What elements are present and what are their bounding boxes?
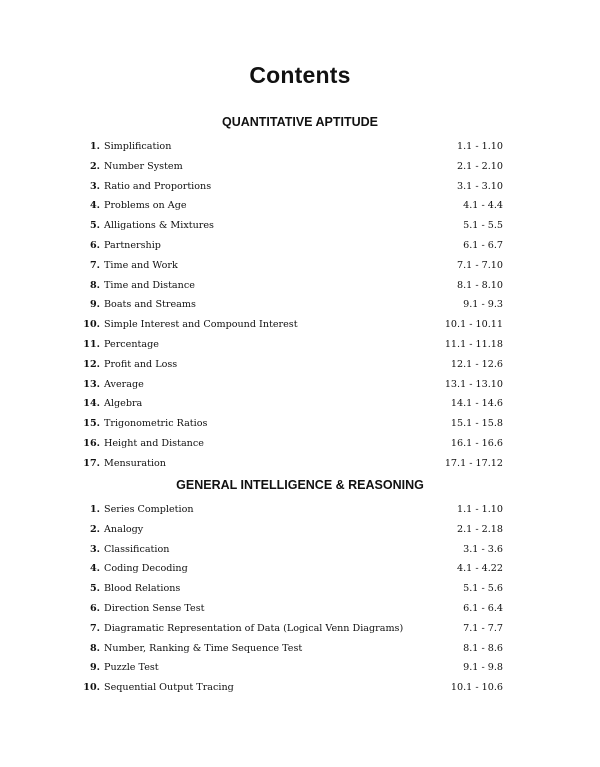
toc-list-quantitative (0, 141, 600, 478)
toc-entry[interactable] (0, 240, 600, 260)
entry-page-range: 15.1 - 15.8 (450, 418, 503, 430)
page-title: Contents (249, 62, 351, 88)
entry-number: 11. (83, 338, 100, 350)
entry-number: 2. (89, 523, 100, 535)
entry-topic: Partnership (104, 239, 161, 251)
toc-entry[interactable] (0, 220, 600, 240)
entry-topic: Algebra (104, 398, 143, 410)
entry-topic: Series Completion (104, 504, 194, 515)
entry-topic: Analogy (104, 523, 144, 535)
entry-number: 7. (89, 259, 100, 271)
toc-entry[interactable] (0, 398, 600, 418)
entry-number: 15. (83, 418, 100, 430)
entry-topic: Direction Sense Test (104, 602, 205, 614)
entry-number: 2. (89, 160, 100, 172)
entry-topic: Time and Distance (104, 279, 195, 291)
entry-topic: Puzzle Test (104, 662, 159, 674)
entry-page-range: 8.1 - 8.10 (457, 279, 503, 291)
entry-page-range: 9.1 - 9.3 (463, 299, 503, 311)
toc-entry[interactable] (0, 359, 600, 379)
entry-number: 17. (83, 457, 100, 469)
entry-number: 7. (89, 622, 100, 634)
entry-topic: Alligations & Mixtures (104, 220, 214, 232)
entry-topic: Simplification (104, 141, 172, 152)
entry-topic: Mensuration (104, 457, 166, 469)
toc-entry[interactable] (0, 161, 600, 181)
entry-page-range: 10.1 - 10.11 (444, 319, 503, 331)
toc-entry[interactable] (0, 200, 600, 220)
toc-entry[interactable] (0, 181, 600, 201)
entry-number: 10. (83, 319, 100, 331)
entry-number: 1. (89, 141, 100, 152)
entry-page-range: 3.1 - 3.10 (457, 180, 503, 192)
entry-page-range: 17.1 - 17.12 (444, 457, 503, 469)
entry-page-range: 5.1 - 5.5 (463, 220, 503, 232)
toc-entry[interactable] (0, 682, 600, 702)
entry-number: 5. (89, 583, 100, 595)
entry-number: 6. (89, 602, 100, 614)
entry-page-range: 8.1 - 8.6 (463, 642, 503, 654)
entry-number: 5. (89, 220, 100, 232)
entry-number: 8. (89, 642, 100, 654)
toc-entry[interactable] (0, 260, 600, 280)
toc-entry[interactable] (0, 583, 600, 603)
entry-topic: Trigonometric Ratios (104, 418, 208, 430)
entry-topic: Simple Interest and Compound Interest (104, 319, 298, 331)
toc-entry[interactable] (0, 524, 600, 544)
entry-page-range: 9.1 - 9.8 (463, 662, 503, 674)
entry-page-range: 6.1 - 6.7 (463, 239, 503, 251)
entry-topic: Height and Distance (104, 437, 204, 449)
entry-topic: Coding Decoding (104, 563, 188, 575)
entry-number: 16. (83, 437, 100, 449)
entry-topic: Ratio and Proportions (104, 180, 212, 192)
toc-entry[interactable] (0, 603, 600, 623)
entry-number: 1. (89, 504, 100, 515)
toc-entry[interactable] (0, 339, 600, 359)
entry-topic: Average (104, 378, 144, 390)
toc-entry[interactable] (0, 563, 600, 583)
entry-page-range: 2.1 - 2.18 (457, 523, 503, 535)
toc-entry[interactable] (0, 299, 600, 319)
entry-page-range: 16.1 - 16.6 (450, 437, 503, 449)
toc-list-reasoning (0, 504, 600, 702)
entry-number: 8. (89, 279, 100, 291)
entry-topic: Time and Work (104, 259, 178, 271)
entry-page-range: 13.1 - 13.10 (444, 378, 503, 390)
entry-page-range: 6.1 - 6.4 (463, 602, 503, 614)
entry-topic: Classification (104, 543, 170, 555)
entry-page-range: 14.1 - 14.6 (450, 398, 503, 410)
entry-page-range: 10.1 - 10.6 (450, 682, 503, 694)
toc-entry[interactable] (0, 438, 600, 458)
entry-number: 9. (89, 662, 100, 674)
entry-topic: Sequential Output Tracing (104, 682, 234, 694)
entry-number: 9. (89, 299, 100, 311)
entry-page-range: 1.1 - 1.10 (457, 141, 503, 152)
toc-entry[interactable] (0, 280, 600, 300)
entry-topic: Percentage (104, 338, 159, 350)
toc-entry[interactable] (0, 623, 600, 643)
entry-number: 14. (83, 398, 100, 410)
entry-page-range: 12.1 - 12.6 (450, 358, 503, 370)
entry-number: 10. (83, 682, 100, 694)
entry-number: 4. (89, 563, 100, 575)
entry-number: 12. (83, 358, 100, 370)
entry-topic: Diagramatic Representation of Data (Logical Venn Diagrams) (104, 622, 404, 634)
entry-page-range: 11.1 - 11.18 (444, 338, 503, 350)
toc-entry[interactable] (0, 643, 600, 663)
toc-entry[interactable] (0, 319, 600, 339)
entry-page-range: 3.1 - 3.6 (463, 543, 503, 555)
toc-entry[interactable] (0, 141, 600, 161)
entry-number: 6. (89, 239, 100, 251)
entry-topic: Number, Ranking & Time Sequence Test (104, 642, 303, 654)
entry-topic: Profit and Loss (104, 358, 178, 370)
entry-page-range: 7.1 - 7.10 (457, 259, 503, 271)
section-heading-quantitative: QUANTITATIVE APTITUDE (221, 115, 378, 129)
entry-topic: Number System (104, 160, 183, 172)
entry-page-range: 7.1 - 7.7 (463, 622, 503, 634)
entry-page-range: 4.1 - 4.22 (457, 563, 503, 575)
toc-entry[interactable] (0, 379, 600, 399)
entry-topic: Blood Relations (104, 583, 181, 595)
entry-page-range: 4.1 - 4.4 (463, 200, 503, 212)
toc-entry[interactable] (0, 504, 600, 524)
entry-page-range: 1.1 - 1.10 (457, 504, 503, 515)
entry-page-range: 2.1 - 2.10 (457, 160, 503, 172)
entry-topic: Problems on Age (104, 200, 187, 212)
toc-entry[interactable] (0, 544, 600, 564)
section-heading-reasoning: GENERAL INTELLIGENCE & REASONING (176, 478, 424, 492)
entry-number: 13. (83, 378, 100, 390)
entry-number: 3. (89, 180, 100, 192)
entry-number: 4. (89, 200, 100, 212)
toc-entry[interactable] (0, 662, 600, 682)
toc-entry[interactable] (0, 458, 600, 478)
toc-entry[interactable] (0, 418, 600, 438)
entry-number: 3. (89, 543, 100, 555)
entry-page-range: 5.1 - 5.6 (463, 583, 503, 595)
entry-topic: Boats and Streams (104, 299, 196, 311)
